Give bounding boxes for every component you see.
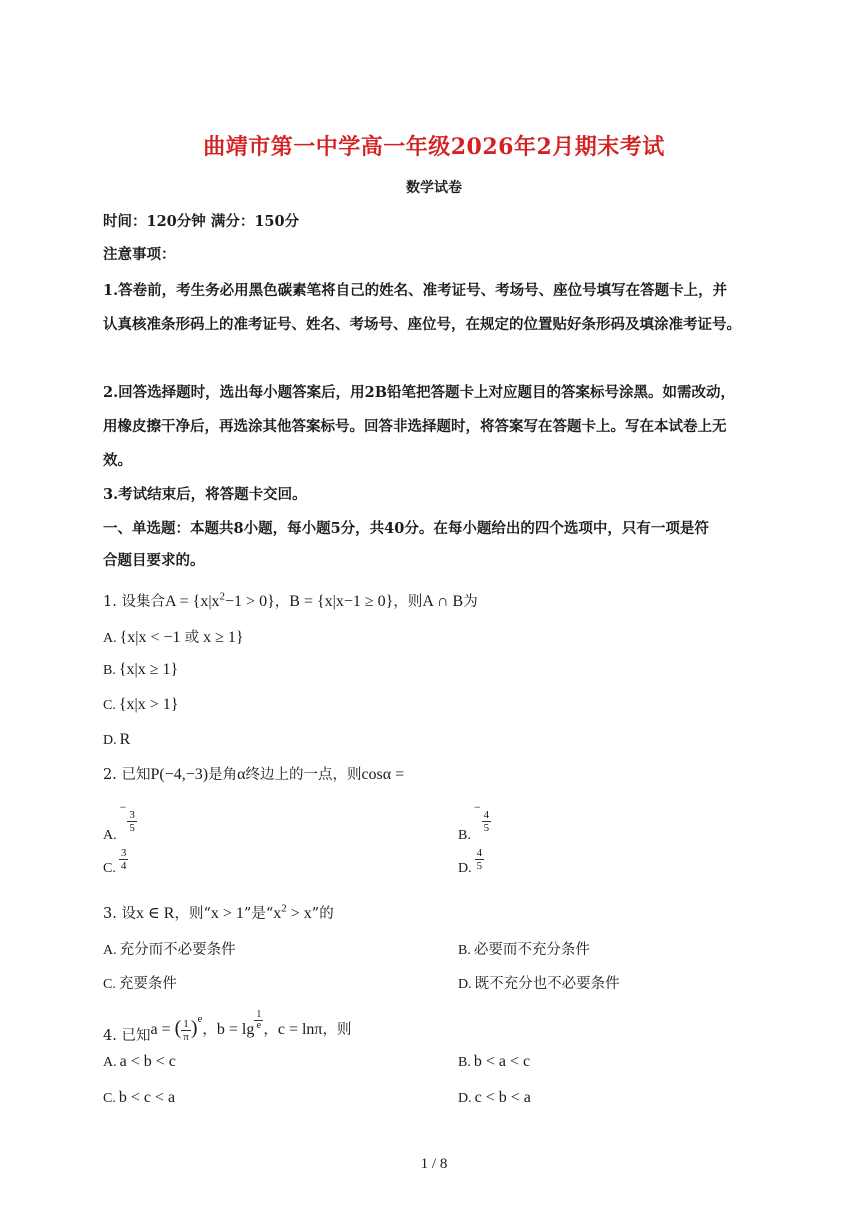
q1-option-c[interactable]: C. {x|x > 1} <box>103 696 179 713</box>
q4-b-expression: b = lg $\frac{1}{e}$ <box>216 1009 262 1038</box>
page-number: 1 / 8 <box>420 1156 448 1172</box>
q3-option-b[interactable]: B. 必要而不充分条件 <box>458 942 590 958</box>
exam-title: 曲靖市第一中学高一年级2026年2月期末考试 <box>203 134 665 160</box>
note-1-line-2: 认真核准条形码上的准考证号、姓名、考场号、座位号，在规定的位置贴好条形码及填涂准考证号。 <box>103 316 741 333</box>
q2-expression: cosα = <box>361 766 405 783</box>
note-2-line-3: 效。 <box>103 452 132 469</box>
q1-prefix: 1. 设集合 <box>103 594 165 610</box>
q4-option-c[interactable]: C. b < c < a <box>103 1089 176 1106</box>
note-2-line-1: 2.回答选择题时，选出每小题答案后，用2B铅笔把答题卡上对应题目的答案标号涂黑。如需改动， <box>103 384 735 401</box>
q4-option-d[interactable]: D. c < b < a <box>458 1089 531 1106</box>
q3-inequality: $x^2 > x$ <box>273 902 312 922</box>
q4-option-a[interactable]: A. a < b < c <box>103 1053 176 1070</box>
q2-point: P(−4,−3) <box>150 766 209 783</box>
q1-set-a: $A = \{x|x^2-1 > 0\}$ <box>164 590 275 610</box>
q4-c-expression: c = lnπ <box>277 1021 323 1038</box>
q2-option-a[interactable]: A.− $\frac{3}{5}$ <box>103 800 135 843</box>
question-4-stem: 4. 已知a = ( $\frac{1}{\pi}$ )$^e$，b = lg $\frac{1}{e}$ ，c = lnπ，则 <box>103 1009 352 1044</box>
q4-option-b[interactable]: B. b < a < c <box>458 1053 531 1070</box>
q1-set-b: B = {x|x−1 ≥ 0} <box>289 593 394 610</box>
exam-subtitle: 数学试卷 <box>406 180 462 196</box>
notes-heading: 注意事项： <box>103 246 176 263</box>
question-2-stem: 2. 已知P(−4,−3)是角α终边上的一点，则cosα = <box>103 766 405 783</box>
note-2-line-2: 用橡皮擦干净后，再选涂其他答案标号。回答非选择题时，将答案写在答题卡上。写在本试卷上无 <box>103 418 727 435</box>
q3-option-c[interactable]: C. 充要条件 <box>103 976 177 992</box>
time-info: 时间：120分钟 满分：150分 <box>103 213 300 230</box>
q4-a-expression: a = ( $\frac{1}{\pi}$ )$^e$ <box>150 1013 203 1043</box>
note-3: 3.考试结束后，将答题卡交回。 <box>103 486 307 503</box>
q1-option-a[interactable]: A. {x|x < −1 或 x ≥ 1} <box>103 629 244 646</box>
q3-condition: x ∈ R <box>135 905 175 922</box>
q2-option-d[interactable]: D. $\frac{4}{5}$ <box>458 847 483 876</box>
question-3-stem: 3. 设x ∈ R，则“x > 1”是“$x^2 > x$”的 <box>103 902 334 922</box>
q2-option-c[interactable]: C. $\frac{3}{4}$ <box>103 847 127 876</box>
q3-option-a[interactable]: A. 充分而不必要条件 <box>103 942 236 958</box>
q1-intersection: A ∩ B <box>422 593 464 610</box>
q1-option-d[interactable]: D. R <box>103 731 131 748</box>
note-1-line-1: 1.答卷前，考生务必用黑色碳素笔将自己的姓名、准考证号、考场号、座位号填写在答题卡上，并 <box>103 282 728 299</box>
section-heading-line-2: 合题目要求的。 <box>103 552 205 569</box>
q1-option-b[interactable]: B. {x|x ≥ 1} <box>103 661 179 678</box>
question-1-stem: 1. 设集合$A = \{x|x^2-1 > 0\}$，B = {x|x−1 ≥ 0}，则A ∩ B为 <box>103 590 478 610</box>
q2-option-b[interactable]: B.− $\frac{4}{5}$ <box>458 800 490 843</box>
section-heading-line-1: 一、单选题：本题共8小题，每小题5分，共40分。在每小题给出的四个选项中，只有一项是符 <box>103 520 709 537</box>
q3-option-d[interactable]: D. 既不充分也不必要条件 <box>458 976 620 992</box>
